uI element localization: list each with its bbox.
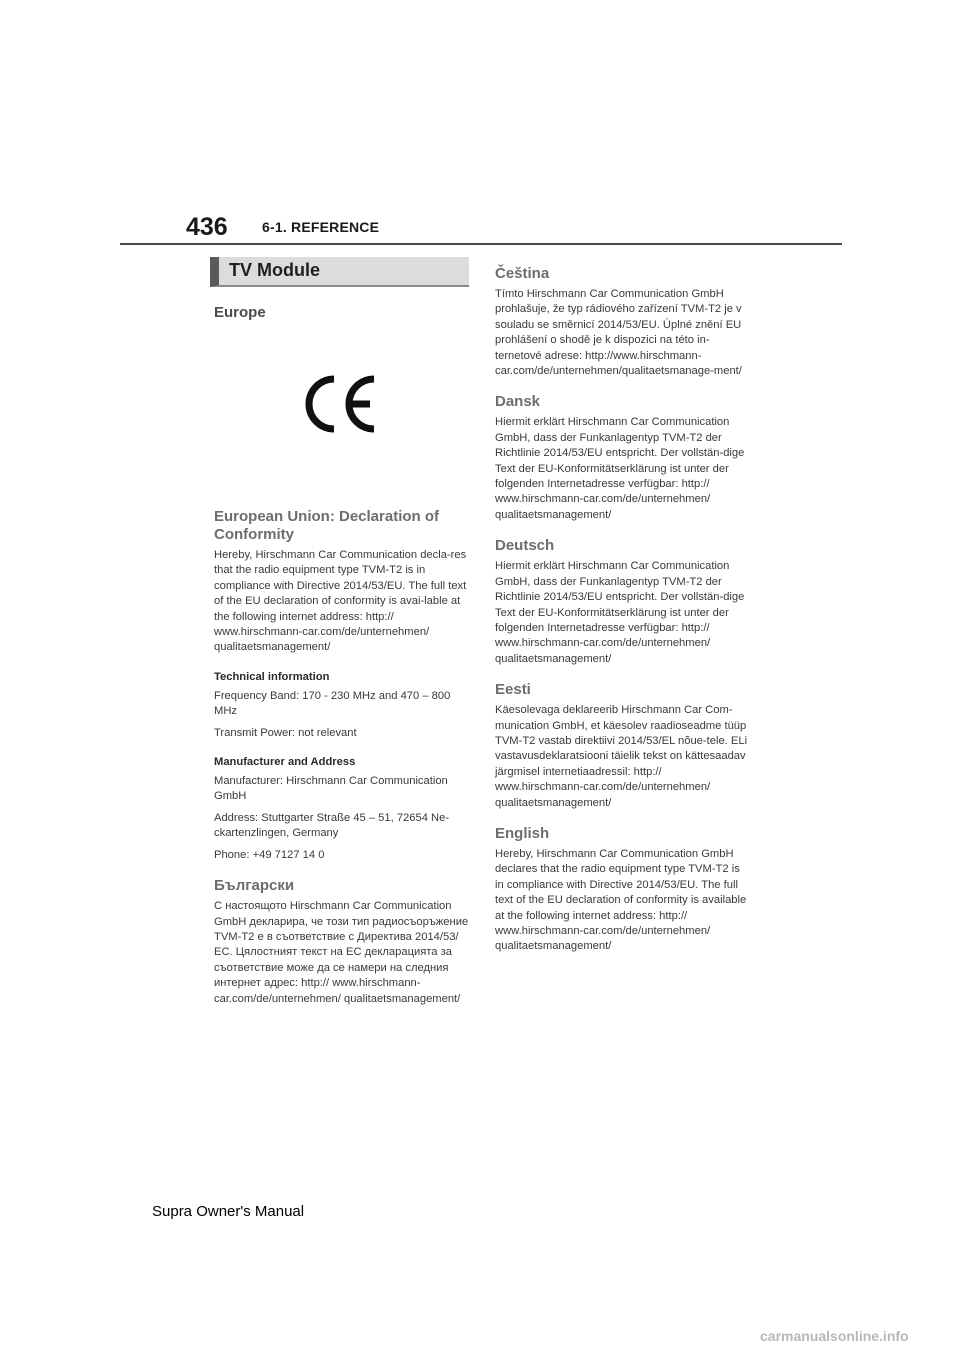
manufacturer-phone: Phone: +49 7127 14 0: [214, 848, 325, 861]
english-heading: English: [495, 824, 550, 842]
czech-text: Tímto Hirschmann Car Communication GmbH prohlašuje, že typ rádiového zařízení TVM-T2 je v souladu se směrnicí 2014/53/EU. Úplné znění EU prohlášení o shodě je k dispozici na této in-ternetové adrese: http://www.hirschmann-car.com/de/unternehmen/qualitaetsmanage-ment/: [495, 288, 742, 378]
ce-mark-icon: [304, 375, 380, 433]
page-number: 436: [186, 213, 228, 241]
bulgarian-heading: Български: [214, 877, 295, 895]
eu-declaration-text: Hereby, Hirschmann Car Communication decla-res that the radio equipment type TVM-T2 is in compliance with Directive 2014/53/EU. The full text of the EU declaration of conformity is avai-lable at the following internet address: http:// www.hirschmann-car.com/de/unternehmen/ qualitaetsmanagement/: [214, 549, 467, 654]
german-heading: Deutsch: [495, 537, 555, 555]
technical-info-heading: Technical information: [214, 670, 330, 683]
danish-text: Hiermit erklärt Hirschmann Car Communication GmbH, dass der Funkanlagentyp TVM-T2 der Richtlinie 2014/53/EU entspricht. Der vollstän-dige Text der EU-Konformitätserklärung ist unter der folgenden Internetadresse verfügbar: http:// www.hirschmann-car.com/de/unternehmen/ qualitaetsmanagement/: [495, 416, 745, 521]
bulgarian-text: С настоящото Hirschmann Car Communication GmbH декларира, че този тип радиосъоръжение TVM-T2 е в съответствие с Директива 2014/53/ЕС. Цялостният текст на ЕС декларацията за съответствие може да се намери на следния интернет адрес: http:// www.hirschmann-car.com/de/unternehmen/ qualitaetsmanagement/: [214, 900, 469, 1005]
frequency-band: Frequency Band: 170 - 230 MHz and 470 – 800 MHz: [214, 689, 451, 718]
section-title: TV Module: [229, 260, 320, 280]
estonian-heading: Eesti: [495, 681, 531, 699]
czech-heading: Čeština: [495, 265, 550, 282]
danish-heading: Dansk: [495, 393, 541, 411]
manufacturer-heading: Manufacturer and Address: [214, 756, 356, 769]
footer-manual-title: Supra Owner's Manual: [152, 1203, 305, 1220]
manufacturer-name: Manufacturer: Hirschmann Car Communication GmbH: [214, 775, 448, 803]
header-rule: [120, 243, 842, 245]
english-text: Hereby, Hirschmann Car Communication GmbH declares that the radio equipment type TVM-T2 is in compliance with Directive 2014/53/EU. The full text of the EU declaration of conformity is available at the following internet address: http:// www.hirschmann-car.com/de/unternehmen/ qualitaetsmanagement/: [495, 847, 747, 953]
left-column: [214, 304, 469, 1007]
watermark: carmanualsonline.info: [760, 1328, 909, 1344]
transmit-power: Transmit Power: not relevant: [214, 726, 357, 739]
chapter-title: 6-1. REFERENCE: [262, 219, 380, 235]
german-text: Hiermit erklärt Hirschmann Car Communication GmbH, dass der Funkanlagentyp TVM-T2 der Richtlinie 2014/53/EU entspricht. Der vollstän-dige Text der EU-Konformitätserklärung ist unter der folgenden Internetadresse verfügbar: http:// www.hirschmann-car.com/de/unternehmen/ qualitaetsmanagement/: [495, 560, 745, 665]
region-heading: Europe: [214, 304, 266, 321]
right-column: [495, 265, 750, 955]
section-title-box: [210, 257, 469, 287]
estonian-text: Käesolevaga deklareerib Hirschmann Car Com-munication GmbH, et käesolev raadioseadme tüüp TVM-T2 vastab direktiivi 2014/53/EL nõue-tele. ELi vastavusdeklaratsiooni täielik tekst on kättesaadav järgmisel internetiaadressil: http:// www.hirschmann-car.com/de/unternehmen/ qualitaetsmanagement/: [495, 704, 748, 809]
ce-mark: [214, 330, 469, 478]
eu-declaration-heading: European Union: Declaration of Conformity: [214, 508, 440, 543]
manufacturer-address: Address: Stuttgarter Straße 45 – 51, 72654 Ne-ckartenzlingen, Germany: [214, 811, 450, 840]
